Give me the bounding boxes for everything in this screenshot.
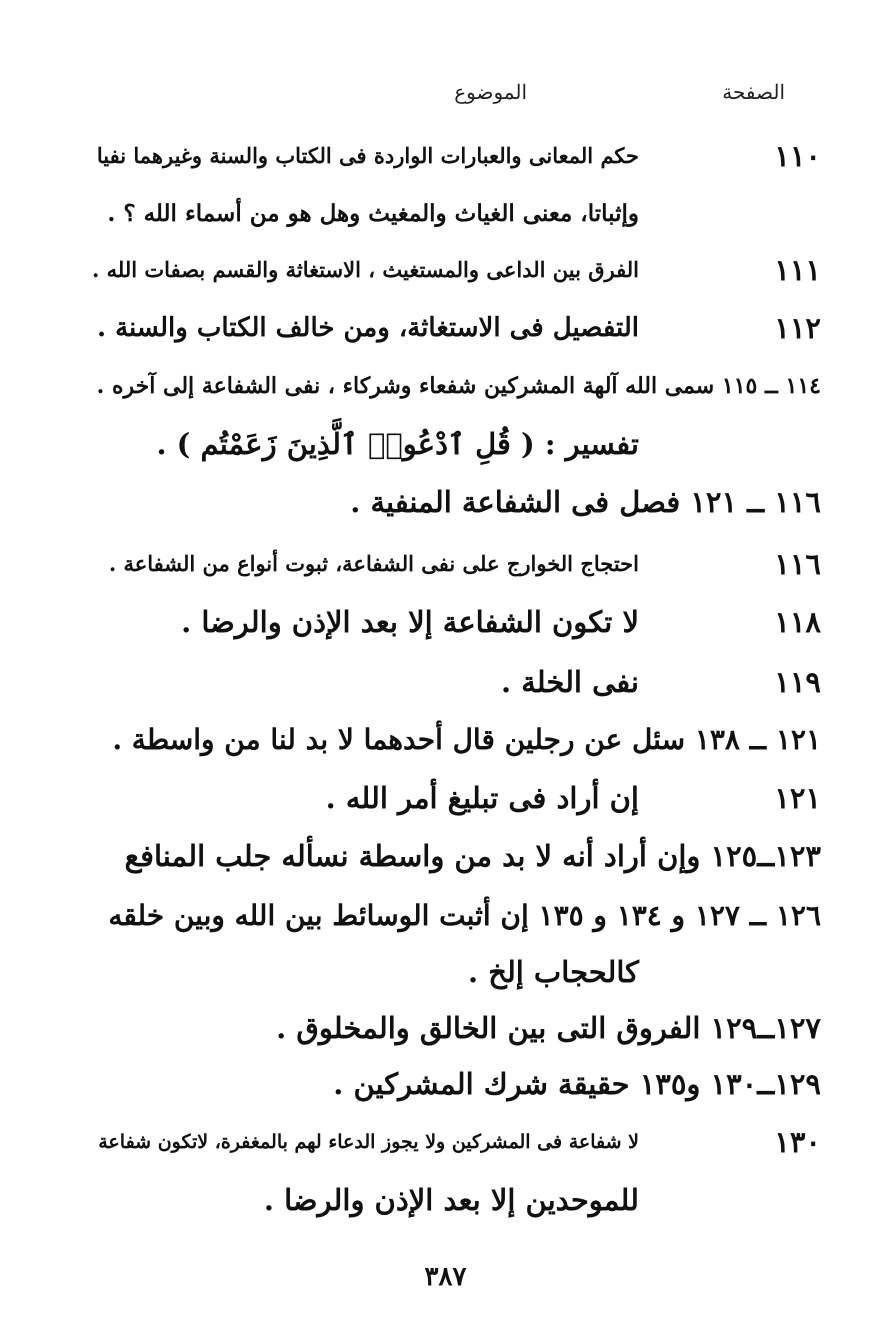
topic-column-header: الموضوع (454, 80, 527, 104)
entry-page-number: ١١٨ (774, 605, 821, 639)
entry-page-number: ١١٩ (774, 665, 821, 699)
entry-text: لا تكون الشفاعة إلا بعد الإذن والرضا . (181, 605, 639, 639)
entry-text: نفى الخلة . (501, 665, 639, 699)
entry-range-text: ١٢٦ ــ ١٢٧ و ١٣٤ و ١٣٥ إن أثبت الوسائط بين الله وبين خلقه (108, 899, 821, 932)
page-number: ٣٨٧ (424, 1262, 467, 1292)
entry-page-number: ١١١ (774, 253, 821, 287)
entry-page-number: ١٣٠ (774, 1125, 821, 1159)
entry-range-text: ١٢٧ــ١٢٩ الفروق التى بين الخالق والمخلوق . (276, 1011, 821, 1045)
entry-range-text: ١١٤ ــ ١١٥ سمى الله آلهة المشركين شفعاء وشركاء ، نفى الشفاعة إلى آخره . (96, 373, 821, 399)
entry-text: احتجاج الخوارج على نفى الشفاعة، ثبوت أنواع من الشفاعة . (108, 551, 639, 576)
entry-page-number: ١١٢ (774, 311, 821, 345)
entry-text-continuation: كالحجاب إلخ . (468, 955, 639, 989)
entry-page-number: ١١٦ (774, 547, 821, 581)
entry-range-text: ١٢١ ــ ١٣٨ سئل عن رجلين قال أحدهما لا بد لنا من واسطة . (112, 723, 821, 756)
page-column-header: الصفحة (722, 80, 785, 104)
entry-range-text: ١٢٩ــ١٣٠ و١٣٥ حقيقة شرك المشركين . (333, 1067, 821, 1101)
entry-text-continuation: للموحدين إلا بعد الإذن والرضا . (263, 1183, 639, 1217)
entry-text: إن أراد فى تبليغ أمر الله . (325, 781, 639, 815)
entry-text: تفسير : ( قُلِ ٱدْعُوا۟ ٱلَّذِينَ زَعَمْتُم ) . (156, 427, 639, 461)
entry-text-continuation: وإثباتا، معنى الغياث والمغيث وهل هو من أسماء الله ؟ . (107, 200, 639, 227)
entry-page-number: ١١٠ (774, 139, 821, 173)
entry-range-text: ١١٦ ــ ١٢١ فصل فى الشفاعة المنفية . (350, 485, 821, 519)
entry-text: حكم المعانى والعبارات الواردة فى الكتاب والسنة وغيرهما نفيا (96, 143, 639, 168)
entry-text: لا شفاعة فى المشركين ولا يجوز الدعاء لهم بالمغفرة، لاتكون شفاعة (98, 1131, 639, 1153)
entry-text: التفصيل فى الاستغاثة، ومن خالف الكتاب والسنة . (97, 313, 639, 343)
entry-range-text: ١٢٣ــ١٢٥ وإن أراد أنه لا بد من واسطة نسأله جلب المنافع (124, 839, 821, 873)
entry-text: الفرق بين الداعى والمستغيث ، الاستغاثة والقسم بصفات الله . (92, 257, 639, 282)
entry-page-number: ١٢١ (774, 781, 821, 815)
